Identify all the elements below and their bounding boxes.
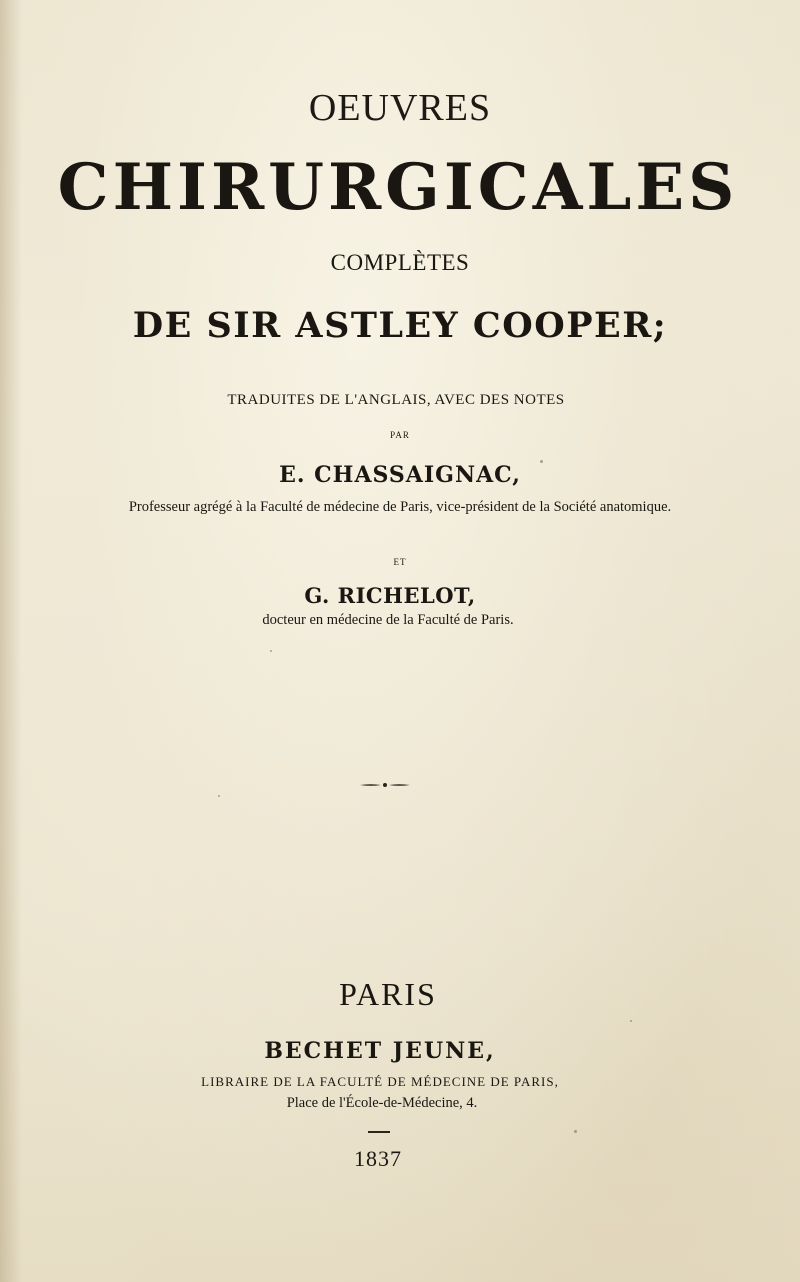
par-label: PAR <box>390 430 410 440</box>
year-rule <box>368 1131 390 1133</box>
imprint-city: PARIS <box>339 976 437 1012</box>
publisher-name: BECHET JEUNE, <box>264 1038 496 1064</box>
translator-1-description: Professeur agrégé à la Faculté de médecine de Paris, vice-président de la Société anatomique. <box>128 499 672 515</box>
translator-1-name: E. CHASSAIGNAC, <box>279 462 521 488</box>
author-line: DE SIR ASTLEY COOPER; <box>132 305 668 346</box>
paper-speck <box>574 1130 577 1133</box>
paper-speck <box>218 795 220 797</box>
paper-speck <box>540 460 543 463</box>
imprint-year: 1837 <box>354 1146 402 1171</box>
title-line-oeuvres: OEUVRES <box>308 87 492 129</box>
title-line-chirurgicales: CHIRURGICALES <box>57 150 739 225</box>
paper-speck <box>270 650 272 652</box>
paper-speck <box>630 1020 632 1022</box>
translator-2-name: G. RICHELOT, <box>304 583 476 608</box>
translator-2-description: docteur en médecine de la Faculté de Paris. <box>262 612 514 628</box>
title-line-completes: COMPLÈTES <box>330 250 470 275</box>
fleuron-rule-icon <box>359 781 411 789</box>
translation-note: TRADUITES DE L'ANGLAIS, AVEC DES NOTES <box>227 392 565 408</box>
et-label: ET <box>393 557 407 567</box>
publisher-title: LIBRAIRE DE LA FACULTÉ DE MÉDECINE DE PARIS, <box>201 1074 559 1089</box>
publisher-address: Place de l'École-de-Médecine, 4. <box>286 1095 478 1111</box>
